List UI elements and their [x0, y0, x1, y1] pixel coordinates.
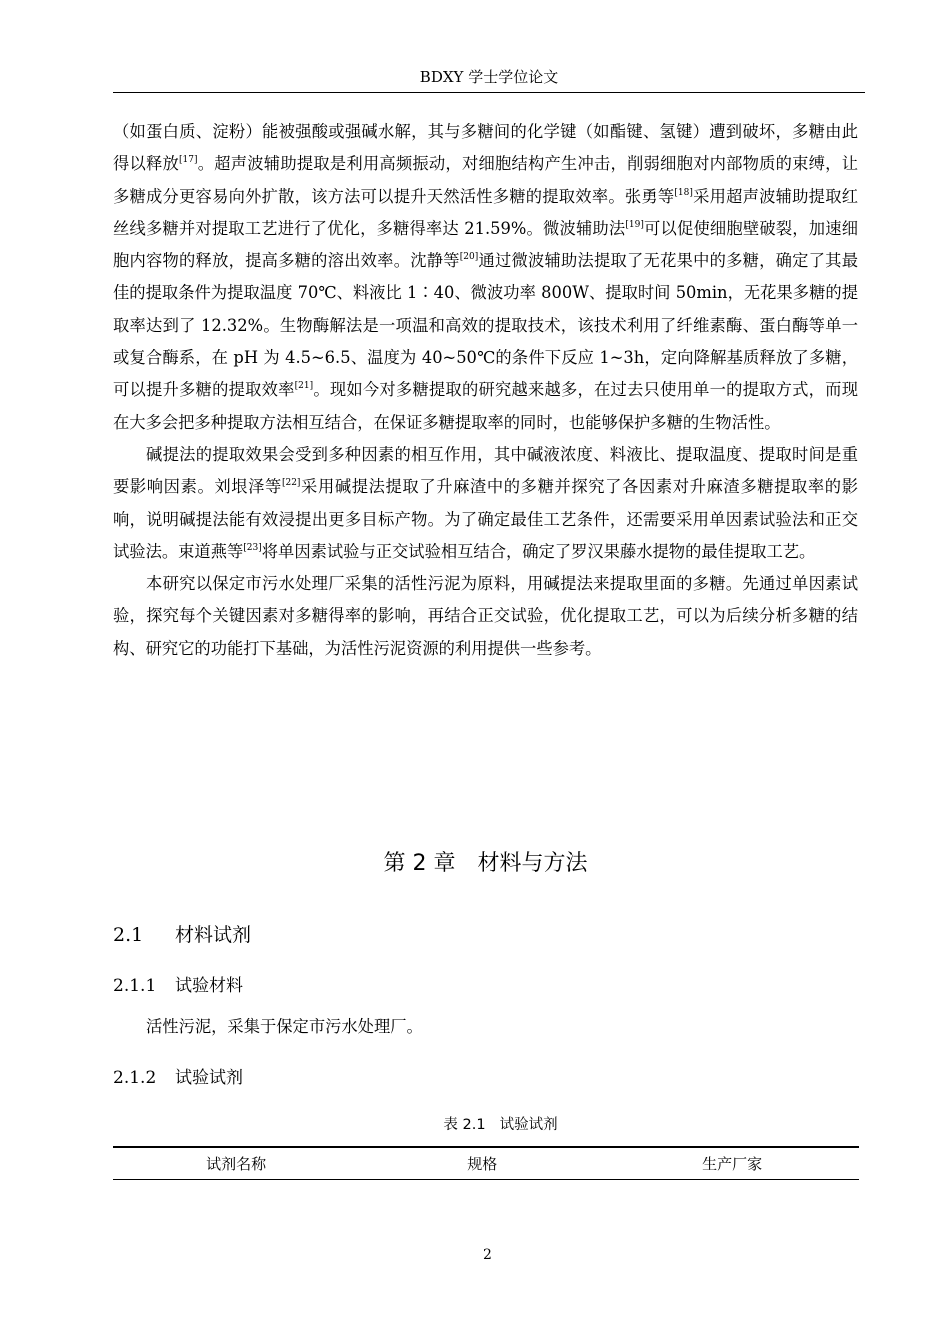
section-heading-2-1-1: [113, 972, 243, 1000]
body-text: [113, 116, 858, 665]
paragraph: 本研究以保定市污水处理厂采集的活性污泥为原料，用碱提法来提取里面的多糖。先通过单因素试验，探究每个关键因素对多糖得率的影响，再结合正交试验，优化提取工艺，可以为后续分析多糖的结构、研究它的功能打下基础，为活性污泥资源的利用提供一些参考。: [113, 574, 858, 658]
column-header: 试剂名称: [113, 1147, 359, 1180]
text-run: 将单因素试验与正交试验相互结合，确定了罗汉果藤水提物的最佳提取工艺。: [261, 541, 816, 561]
section-number: 2.1: [113, 924, 144, 946]
column-header: 生产厂家: [605, 1147, 859, 1180]
page-header: [113, 66, 865, 93]
paragraph: [113, 439, 858, 568]
section-title: 试验试剂: [175, 1068, 243, 1088]
citation: [22]: [281, 478, 301, 489]
header-title: BDXY 学士学位论文: [419, 68, 559, 86]
reagent-table: [113, 1146, 859, 1180]
section-heading-2-1-2: [113, 1064, 243, 1092]
text-run: （如蛋白质、淀粉）能被强酸或强碱水解，其与多糖间的化学键（如酯键、氢键）遭到破坏，多糖由此得以释放: [113, 122, 858, 174]
citation: [20]: [459, 252, 479, 263]
chapter-title: 第 2 章 材料与方法: [383, 851, 588, 876]
text-run: 通过微波辅助法提取了无花果中的多糖，确定了其最佳的提取条件为提取温度 70℃、料液比 1∶40、微波功率 800W、提取时间 50min，无花果多糖的提取率达到了 12.32%。生物酶解法是一项温和高效的提取技术，该技术利用了纤维素酶、蛋白酶等单一或复合酶系，在 pH 为 4.5~6.5、温度为 40~50℃的条件下反应 1~3h，定向降解基质释放了多糖，可以提升多糖的提取效率: [113, 251, 858, 400]
material-text: 活性污泥，采集于保定市污水处理厂。: [146, 1017, 423, 1036]
text-run: 。超声波辅助提取是利用高频振动，对细胞结构产生冲击，削弱细胞对内部物质的束缚，让多糖成分更容易向外扩散，该方法可以提升天然活性多糖的提取效率。张勇等: [113, 154, 858, 206]
citation: [23]: [243, 542, 262, 553]
section-title: 材料试剂: [175, 924, 252, 946]
page-number: 2: [483, 1247, 492, 1263]
citation: [21]: [294, 381, 314, 392]
table-header-row: [113, 1147, 859, 1180]
table-caption-number: 表 2.1: [443, 1117, 486, 1133]
section-title: 试验材料: [175, 976, 243, 996]
column-header: 规格: [359, 1147, 605, 1180]
table-caption-title: 试验试剂: [499, 1117, 558, 1133]
text-run: 可以促使细胞壁破裂，加速细胞内容物的释放，提高多糖的溶出效率。沈静等: [113, 218, 858, 271]
section-number: 2.1.1: [113, 976, 157, 996]
section-number: 2.1.2: [113, 1068, 157, 1088]
citation: [17]: [179, 155, 198, 166]
text-run: 碱提法的提取效果会受到多种因素的相互作用，其中碱液浓度、料液比、提取温度、提取时间是重要影响因素。刘垠泽等: [113, 444, 858, 497]
section-heading-2-1: [113, 920, 251, 950]
text-run: 采用碱提法提取了升麻渣中的多糖并探究了各因素对升麻渣多糖提取率的影响，说明碱提法能有效浸提出更多目标产物。为了确定最佳工艺条件，还需要采用单因素试验法和正交试验法。束道燕等: [113, 477, 858, 561]
text-run: 。现如今对多糖提取的研究越来越多，在过去只使用单一的提取方式，而现在大多会把多种提取方法相互结合，在保证多糖提取率的同时，也能够保护多糖的生物活性。: [113, 380, 858, 432]
text-run: 采用超声波辅助提取红丝线多糖并对提取工艺进行了优化，多糖得率达 21.59%。微波辅助法: [113, 186, 858, 238]
citation: [18]: [674, 187, 693, 198]
citation: [19]: [625, 219, 644, 230]
table-caption: [113, 1114, 888, 1136]
paragraph: [113, 116, 858, 439]
